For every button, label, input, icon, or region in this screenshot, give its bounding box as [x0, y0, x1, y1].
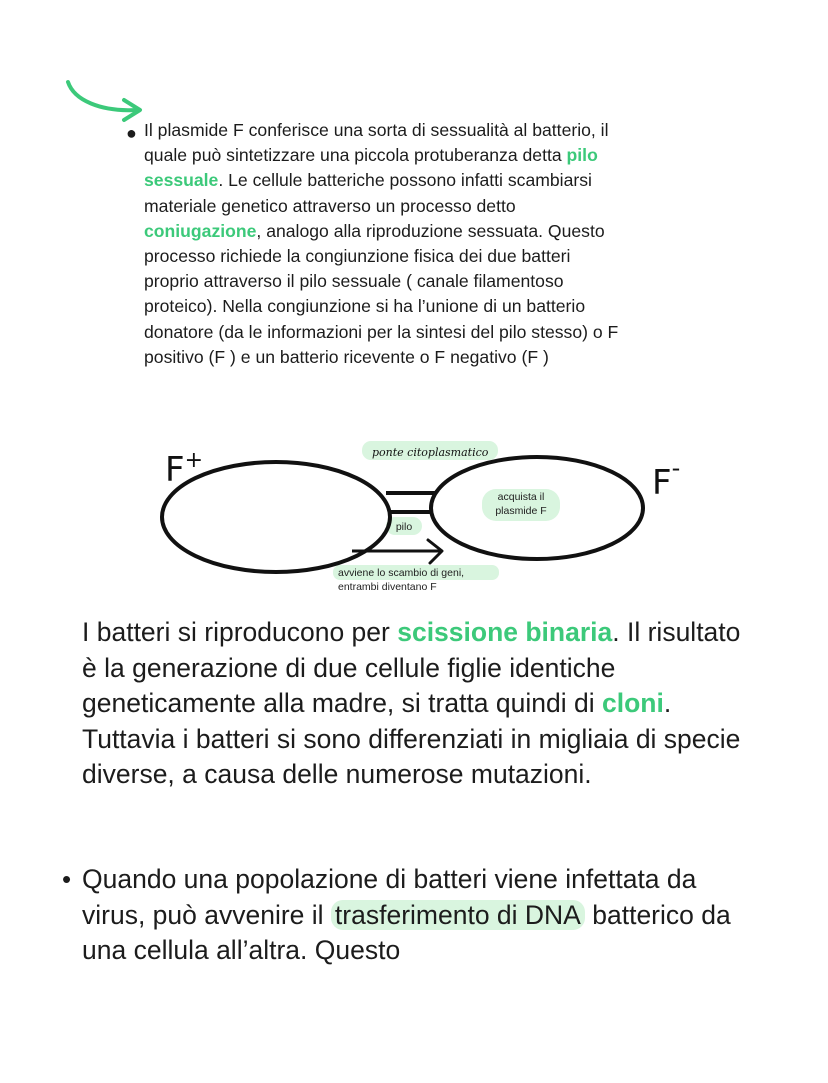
bridge-label: ponte citoplasmatico — [372, 446, 489, 459]
highlight-trasferimento-dna: trasferimento di DNA — [331, 900, 585, 930]
text-span: batterico da una cellula all’altra. Questo — [82, 899, 731, 965]
bullet-dot: • — [62, 864, 72, 894]
text-span: Quando una popolazione di batteri viene infettata da virus, può avvenire il — [82, 864, 697, 930]
keyword-scissione-binaria: scissione binaria — [397, 617, 613, 647]
bullet-dot: ● — [126, 123, 137, 143]
keyword-cloni: cloni — [602, 688, 664, 718]
donor-label: F+ — [165, 448, 203, 490]
pilo-label: pilo — [395, 521, 413, 533]
keyword-pilo-sessuale: pilo sessuale — [144, 145, 598, 191]
donor-cell-ellipse — [162, 462, 390, 572]
text-span: . Le cellule batteriche possono infatti scambiarsi materiale genetico attraverso un processo detto — [144, 170, 592, 216]
text-span: . Il risultato è la generazione di due cellule figlie identiche geneticamente alla madre, si tratta quindi di — [82, 617, 741, 718]
exchange-label-line1: avviene lo scambio di geni, — [338, 567, 465, 579]
text-span: Il plasmide F conferisce una sorta di sessualità al batterio, il quale può sintetizzare una piccola protuberanza detta — [144, 120, 609, 166]
keyword-coniugazione: coniugazione — [144, 220, 257, 241]
binary-fission-paragraph — [82, 615, 762, 793]
transduction-paragraph — [82, 862, 762, 969]
acquire-label-line1: acquista il — [497, 491, 545, 503]
exchange-label-line2: entrambi diventano F — [338, 581, 437, 593]
text-span: . Tuttavia i batteri si sono differenziati in migliaia di specie diverse, a causa delle numerose mutazioni. — [82, 688, 741, 789]
recipient-label: F- — [652, 454, 681, 503]
text-span: I batteri si riproducono per — [82, 617, 398, 647]
text-span: , analogo alla riproduzione sessuata. Questo processo richiede la congiunzione fisica dei due batteri proprio attraverso il pilo sessuale ( canale filamentoso proteico). Nella congiunzione si ha l’unione di un batterio donatore (da le informazioni per la sintesi del pilo stesso) o F positivo (F ) e un batterio ricevente o F negativo (F ) — [144, 220, 619, 367]
acquire-label-line2: plasmide F — [495, 505, 547, 517]
